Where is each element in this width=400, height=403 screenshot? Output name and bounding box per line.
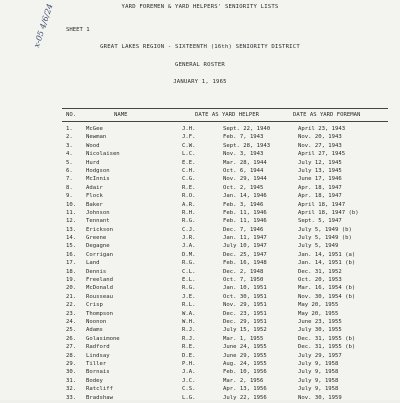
employee-name: Newman: [86, 134, 107, 141]
table-row: [0, 126, 400, 134]
employee-name: Radford: [86, 344, 110, 351]
employee-initials: C.G.: [182, 176, 196, 183]
row-number: 3.: [66, 142, 73, 149]
roster-date: JANUARY 1, 1965: [173, 79, 227, 85]
helper-date: Dec. 2, 1948: [223, 268, 264, 275]
foreman-date: Sept. 5, 1947: [298, 218, 342, 225]
table-row: [0, 277, 400, 285]
helper-date: Aug. 24, 1955: [223, 360, 267, 367]
table-row: [0, 143, 400, 151]
row-number: 22.: [66, 302, 77, 309]
row-number: 12.: [66, 218, 77, 225]
foreman-date: April 18, 1947 (b): [298, 209, 359, 216]
employee-initials: A.R.: [182, 201, 196, 208]
table-row: [0, 361, 400, 369]
foreman-date: Nov. 27, 1943: [298, 142, 342, 149]
employee-initials: R.O.: [182, 193, 196, 200]
foreman-date: Nov. 30, 1954 (b): [298, 293, 356, 300]
foreman-date: Dec. 31, 1952: [298, 268, 342, 275]
employee-initials: C.J.: [182, 226, 196, 233]
helper-date: Nov. 29, 1951: [223, 302, 267, 309]
employee-name: McDonald: [86, 285, 113, 292]
foreman-date: July 9, 1958: [298, 369, 339, 376]
employee-initials: C.L.: [182, 268, 196, 275]
employee-initials: E.E.: [182, 159, 196, 166]
helper-date: Mar. 28, 1944: [223, 159, 267, 166]
row-number: 21.: [66, 293, 77, 300]
table-row: [0, 311, 400, 319]
row-number: 27.: [66, 344, 77, 351]
employee-initials: R.H.: [182, 209, 196, 216]
table-row: [0, 294, 400, 302]
table-row: [0, 369, 400, 377]
table-row: [0, 235, 400, 243]
foreman-date: July 9, 1958: [298, 386, 339, 393]
helper-date: Mar. 1, 1955: [223, 335, 264, 342]
roster-heading: GENERAL ROSTER: [175, 62, 225, 68]
employee-name: Hurd: [86, 159, 100, 166]
table-row: [0, 185, 400, 193]
table-row: [0, 260, 400, 268]
foreman-date: July 5, 1949 (b): [298, 235, 352, 242]
foreman-date: May 20, 1955: [298, 302, 339, 309]
helper-date: Dec. 7, 1946: [223, 226, 264, 233]
table-row: [0, 378, 400, 386]
employee-name: Johnson: [86, 209, 110, 216]
employee-name: Thompson: [86, 310, 113, 317]
row-number: 32.: [66, 386, 77, 393]
employee-name: Adair: [86, 184, 103, 191]
row-number: 28.: [66, 352, 77, 359]
helper-date: Nov. 3, 1943: [223, 151, 264, 158]
employee-name: McGee: [86, 126, 103, 132]
foreman-date: Nov. 30, 1959: [298, 394, 342, 401]
employee-name: Greene: [86, 235, 107, 242]
employee-name: Rousseau: [86, 293, 113, 300]
employee-initials: R.E.: [182, 184, 196, 191]
employee-name: Tiller: [86, 360, 107, 367]
foreman-date: July 9, 1958: [298, 360, 339, 367]
table-row: [0, 151, 400, 159]
employee-name: Corrigan: [86, 251, 113, 258]
foreman-date: July 13, 1945: [298, 167, 342, 174]
employee-name: Bornais: [86, 369, 110, 376]
helper-date: Dec. 23, 1951: [223, 310, 267, 317]
employee-name: Wood: [86, 142, 100, 149]
foreman-date: June 23, 1955: [298, 318, 342, 325]
employee-name: Degagne: [86, 243, 110, 250]
column-header-foreman-date: DATE AS YARD FOREMAN: [293, 112, 361, 118]
foreman-date: Dec. 31, 1955 (b): [298, 335, 356, 342]
helper-date: Nov. 29, 1944: [223, 176, 267, 183]
table-row: [0, 202, 400, 210]
helper-date: June 29, 1955: [223, 352, 267, 359]
row-number: 4.: [66, 151, 73, 158]
table-row: [0, 285, 400, 293]
foreman-date: July 30, 1955: [298, 327, 342, 334]
table-row: [0, 319, 400, 327]
helper-date: Oct. 7, 1950: [223, 277, 264, 284]
helper-date: June 24, 1955: [223, 344, 267, 351]
table-row: [0, 193, 400, 201]
helper-date: Sept. 28, 1943: [223, 142, 271, 149]
helper-date: Feb. 3, 1946: [223, 201, 264, 208]
row-number: 16.: [66, 251, 77, 258]
row-number: 26.: [66, 335, 77, 342]
employee-initials: J.F.: [182, 134, 196, 141]
helper-date: July 10, 1947: [223, 243, 267, 250]
helper-date: Feb. 11, 1946: [223, 218, 267, 225]
employee-name: Flock: [86, 193, 103, 200]
row-number: 30.: [66, 369, 77, 376]
foreman-date: Jan. 14, 1951 (a): [298, 251, 356, 258]
employee-name: Freeland: [86, 277, 113, 284]
row-number: 1.: [66, 126, 73, 132]
employee-initials: J.A.: [182, 243, 196, 250]
row-number: 8.: [66, 184, 73, 191]
helper-date: Feb. 7, 1943: [223, 134, 264, 141]
sheet-number: SHEET 1: [66, 27, 90, 33]
row-number: 13.: [66, 226, 77, 233]
employee-initials: R.L.: [182, 302, 196, 309]
employee-name: Baker: [86, 201, 103, 208]
helper-date: Oct. 30, 1951: [223, 293, 267, 300]
employee-initials: J.C.: [182, 377, 196, 384]
table-row: [0, 134, 400, 142]
employee-name: Noonon: [86, 318, 107, 325]
foreman-date: Jan. 14, 1951 (b): [298, 260, 356, 267]
region-heading: GREAT LAKES REGION - SIXTEENTH (16th) SENIORITY DISTRICT: [100, 44, 300, 50]
table-row: [0, 353, 400, 361]
table-row: [0, 210, 400, 218]
foreman-date: May 20, 1955: [298, 310, 339, 317]
employee-initials: L.C.: [182, 151, 196, 158]
employee-initials: W.H.: [182, 318, 196, 325]
helper-date: Dec. 29, 1951: [223, 318, 267, 325]
employee-initials: R.G.: [182, 218, 196, 225]
row-number: 5.: [66, 159, 73, 166]
employee-name: Crisp: [86, 302, 103, 309]
header-rule-bottom: [62, 121, 388, 122]
row-number: 7.: [66, 176, 73, 183]
helper-date: Mar. 2, 1956: [223, 377, 264, 384]
document-title: YARD FOREMEN & YARD HELPERS' SENIORITY LISTS: [121, 4, 279, 10]
helper-date: July 22, 1956: [223, 394, 267, 401]
row-number: 6.: [66, 167, 73, 174]
row-number: 24.: [66, 318, 77, 325]
foreman-date: July 29, 1957: [298, 352, 342, 359]
column-header-helper-date: DATE AS YARD HELPER: [195, 112, 259, 118]
employee-name: Erickson: [86, 226, 113, 233]
table-row: [0, 336, 400, 344]
employee-name: Nicolaisen: [86, 151, 120, 158]
employee-initials: R.G.: [182, 285, 196, 292]
row-number: 15.: [66, 243, 77, 250]
row-number: 31.: [66, 377, 77, 384]
foreman-date: Apr. 18, 1947: [298, 193, 342, 200]
helper-date: Oct. 2, 1945: [223, 184, 264, 191]
employee-initials: J.H.: [182, 126, 196, 132]
helper-date: Oct. 6, 1944: [223, 167, 264, 174]
foreman-date: July 5, 1949 (b): [298, 226, 352, 233]
employee-initials: R.J.: [182, 335, 196, 342]
handwritten-note: x-05 4/6/24: [32, 2, 55, 49]
row-number: 10.: [66, 201, 77, 208]
foreman-date: Nov. 20, 1943: [298, 134, 342, 141]
foreman-date: Dec. 31, 1955 (b): [298, 344, 356, 351]
row-number: 20.: [66, 285, 77, 292]
foreman-date: April 23, 1943: [298, 126, 346, 132]
foreman-date: Apr. 18, 1947: [298, 184, 342, 191]
employee-initials: C.H.: [182, 167, 196, 174]
table-row: [0, 218, 400, 226]
foreman-date: July 12, 1945: [298, 159, 342, 166]
helper-date: Feb. 11, 1946: [223, 209, 267, 216]
row-number: 14.: [66, 235, 77, 242]
row-number: 25.: [66, 327, 77, 334]
column-header-name: NAME: [114, 112, 128, 118]
employee-name: Tennant: [86, 218, 110, 225]
row-number: 17.: [66, 260, 77, 267]
table-row: [0, 243, 400, 251]
employee-initials: J.R.: [182, 235, 196, 242]
table-row: [0, 269, 400, 277]
table-row: [0, 395, 400, 403]
helper-date: Sept. 22, 1940: [223, 126, 271, 132]
employee-initials: C.S.: [182, 386, 196, 393]
foreman-date: July 9, 1958: [298, 377, 339, 384]
employee-name: Bradshaw: [86, 394, 113, 401]
employee-initials: R.E.: [182, 344, 196, 351]
row-number: 29.: [66, 360, 77, 367]
foreman-date: Oct. 20, 1953: [298, 277, 342, 284]
table-row: [0, 386, 400, 394]
row-number: 33.: [66, 394, 77, 401]
employee-name: Adams: [86, 327, 103, 334]
employee-name: Ratcliff: [86, 386, 113, 393]
row-number: 18.: [66, 268, 77, 275]
employee-initials: D.E.: [182, 352, 196, 359]
foreman-date: April 18, 1947: [298, 201, 346, 208]
helper-date: Dec. 25, 1947: [223, 251, 267, 258]
seniority-table: [0, 126, 400, 403]
column-header-no: NO.: [66, 112, 77, 118]
helper-date: Jan. 10, 1951: [223, 285, 267, 292]
employee-name: Land: [86, 260, 100, 267]
employee-initials: J.E.: [182, 293, 196, 300]
helper-date: Feb. 16, 1948: [223, 260, 267, 267]
row-number: 9.: [66, 193, 73, 200]
employee-name: Lindsay: [86, 352, 110, 359]
employee-name: McInnis: [86, 176, 110, 183]
employee-initials: J.A.: [182, 369, 196, 376]
foreman-date: April 27, 1945: [298, 151, 346, 158]
row-number: 23.: [66, 310, 77, 317]
employee-initials: C.W.: [182, 142, 196, 149]
employee-name: Bodey: [86, 377, 103, 384]
helper-date: Jan. 11, 1947: [223, 235, 267, 242]
helper-date: Apr. 13, 1956: [223, 386, 267, 393]
header-rule-top: [62, 108, 388, 109]
employee-initials: W.A.: [182, 310, 196, 317]
table-row: [0, 327, 400, 335]
employee-name: Hodgson: [86, 167, 110, 174]
employee-initials: E.L.: [182, 277, 196, 284]
table-row: [0, 252, 400, 260]
table-row: [0, 302, 400, 310]
row-number: 19.: [66, 277, 77, 284]
table-row: [0, 176, 400, 184]
employee-initials: R.J.: [182, 327, 196, 334]
employee-name: Golasimone: [86, 335, 120, 342]
helper-date: July 15, 1952: [223, 327, 267, 334]
table-row: [0, 344, 400, 352]
employee-initials: P.H.: [182, 360, 196, 367]
foreman-date: Mar. 16, 1954 (b): [298, 285, 356, 292]
employee-initials: R.G.: [182, 260, 196, 267]
table-row: [0, 160, 400, 168]
employee-initials: D.M.: [182, 251, 196, 258]
employee-initials: L.G.: [182, 394, 196, 401]
table-row: [0, 227, 400, 235]
table-row: [0, 168, 400, 176]
employee-name: Dennis: [86, 268, 107, 275]
helper-date: Jan. 14, 1946: [223, 193, 267, 200]
foreman-date: July 5, 1949: [298, 243, 339, 250]
row-number: 11.: [66, 209, 77, 216]
foreman-date: June 17, 1946: [298, 176, 342, 183]
row-number: 2.: [66, 134, 73, 141]
helper-date: Feb. 10, 1956: [223, 369, 267, 376]
